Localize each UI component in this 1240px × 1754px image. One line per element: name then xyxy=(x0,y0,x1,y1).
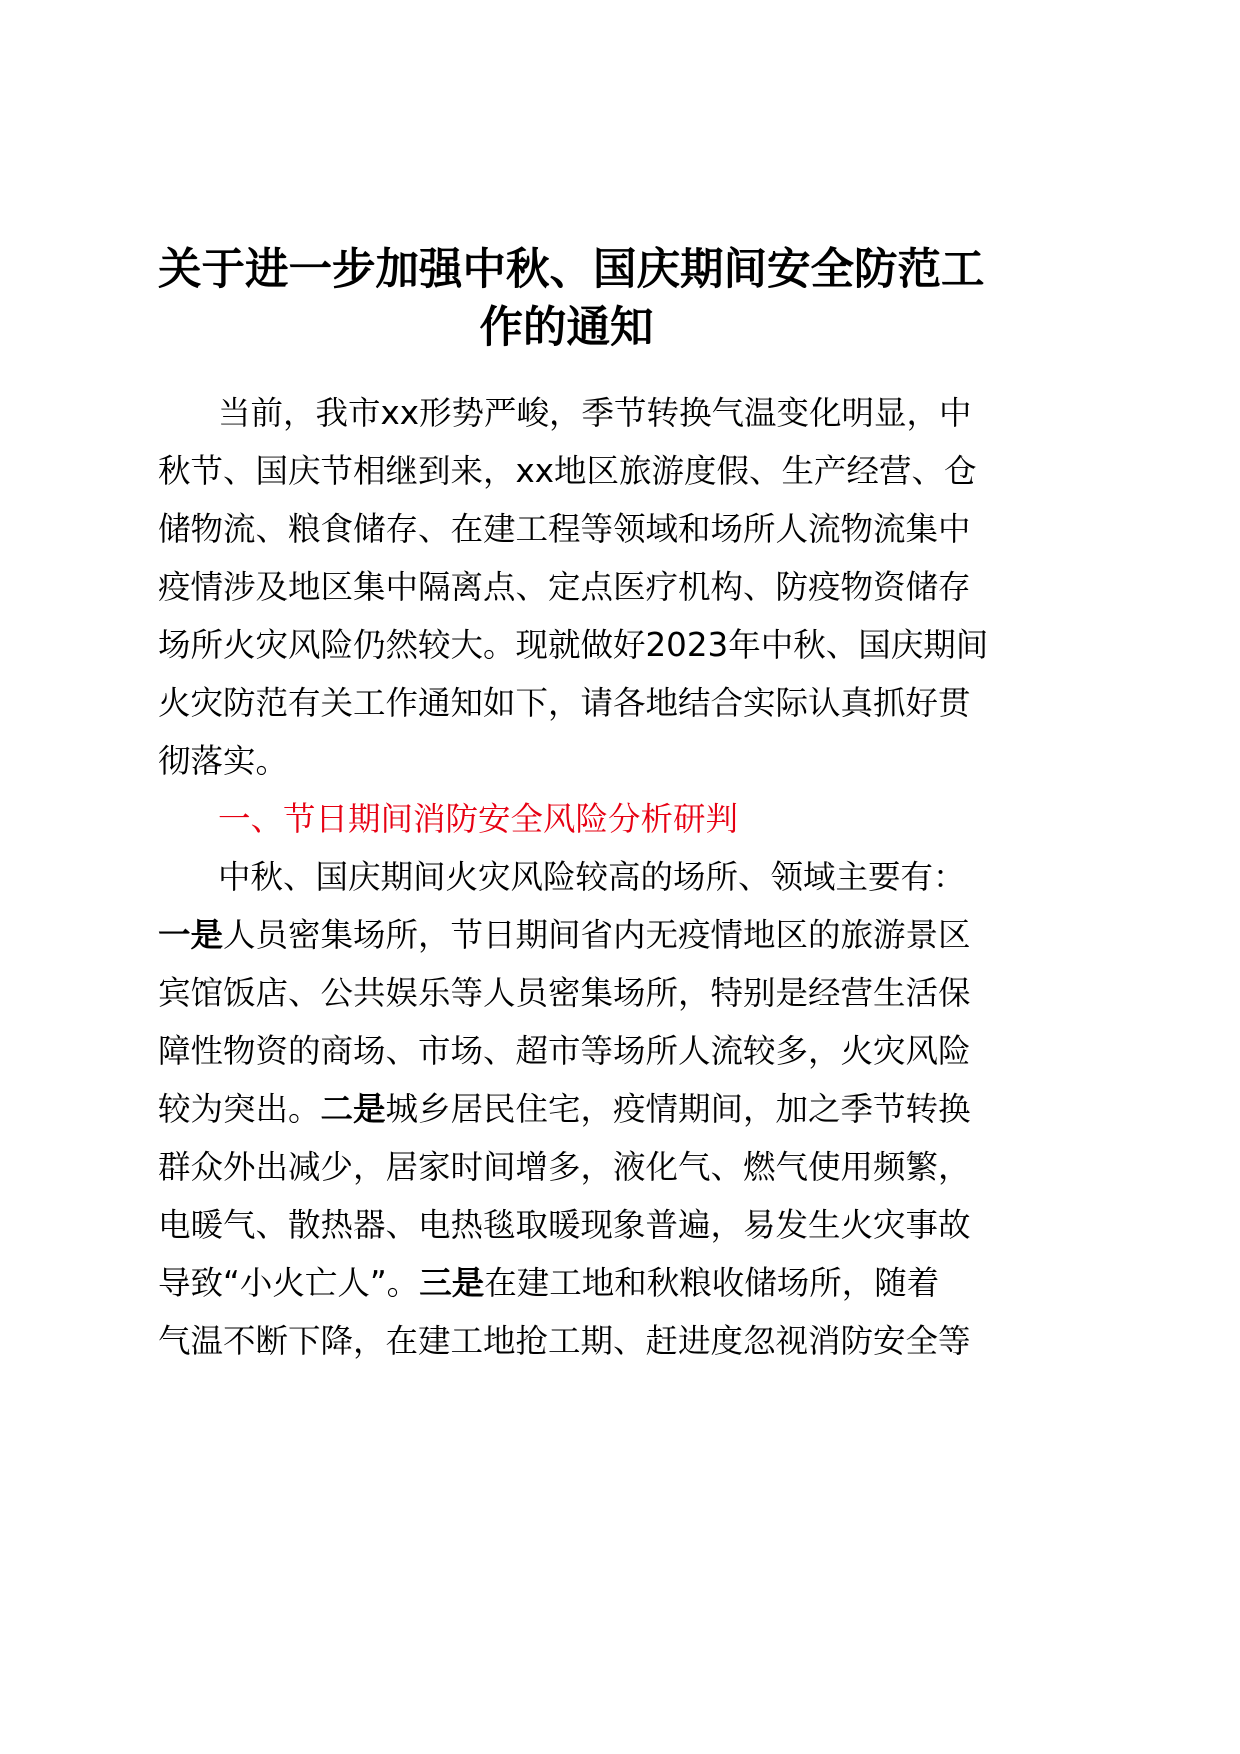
body-line xyxy=(158,906,975,964)
body-line: 场所火灾风险仍然较大。现就做好2023年中秋、国庆期间 xyxy=(158,626,989,664)
body-line xyxy=(158,964,975,1022)
body-text: 群众外出减少，居家时间增多，液化气、燃气使用频繁， xyxy=(158,1148,971,1186)
body-line: 当前，我市xx形势严峻，季节转换气温变化明显，中 xyxy=(218,394,972,432)
body-line: 储物流、粮食储存、在建工程等领域和场所人流物流集中 xyxy=(158,510,971,548)
body-line xyxy=(158,1196,975,1254)
body-text: 较为突出。 xyxy=(158,1090,321,1128)
body-line: 火灾防范有关工作通知如下，请各地结合实际认真抓好贯 xyxy=(158,684,971,722)
body-text: 人员密集场所，节日期间省内无疫情地区的旅游景区 xyxy=(223,916,971,954)
body-line xyxy=(158,1312,975,1370)
body-line xyxy=(158,1080,975,1138)
bold-lead-text: 一是 xyxy=(158,916,224,954)
body-line xyxy=(158,1138,975,1196)
body-text: 导致“小火亡人”。 xyxy=(158,1264,420,1302)
title-line: 作的通知 xyxy=(479,303,654,353)
body-line: 彻落实。 xyxy=(158,742,289,780)
body-text: 宾馆饭店、公共娱乐等人员密集场所，特别是经营生活保 xyxy=(158,974,971,1012)
section-heading: 一、节日期间消防安全风险分析研判 xyxy=(218,800,739,838)
body-line: 秋节、国庆节相继到来，xx地区旅游度假、生产经营、仓 xyxy=(158,452,977,490)
body-text: 中秋、国庆期间火灾风险较高的场所、领域主要有： xyxy=(218,858,966,896)
body-line xyxy=(158,848,975,906)
body-text: 城乡居民住宅，疫情期间，加之季节转换 xyxy=(385,1090,971,1128)
body-text: 电暖气、散热器、电热毯取暖现象普遍，易发生火灾事故 xyxy=(158,1206,971,1244)
intro-paragraph xyxy=(158,384,989,790)
section-paragraph xyxy=(158,848,975,1370)
body-line xyxy=(158,1022,975,1080)
title-line: 关于进一步加强中秋、国庆期间安全防范工 xyxy=(158,245,985,295)
body-text: 障性物资的商场、市场、超市等场所人流较多，火灾风险 xyxy=(158,1032,971,1070)
body-text: 气温不断下降，在建工地抢工期、赶进度忽视消防安全等 xyxy=(158,1322,971,1360)
bold-lead-text: 二是 xyxy=(320,1090,386,1128)
body-line xyxy=(158,1254,975,1312)
body-line: 疫情涉及地区集中隔离点、定点医疗机构、防疫物资储存 xyxy=(158,568,971,606)
bold-lead-text: 三是 xyxy=(419,1264,485,1302)
document-body xyxy=(158,384,989,1370)
document-title xyxy=(158,241,985,357)
body-text: 在建工地和秋粮收储场所，随着 xyxy=(484,1264,940,1302)
